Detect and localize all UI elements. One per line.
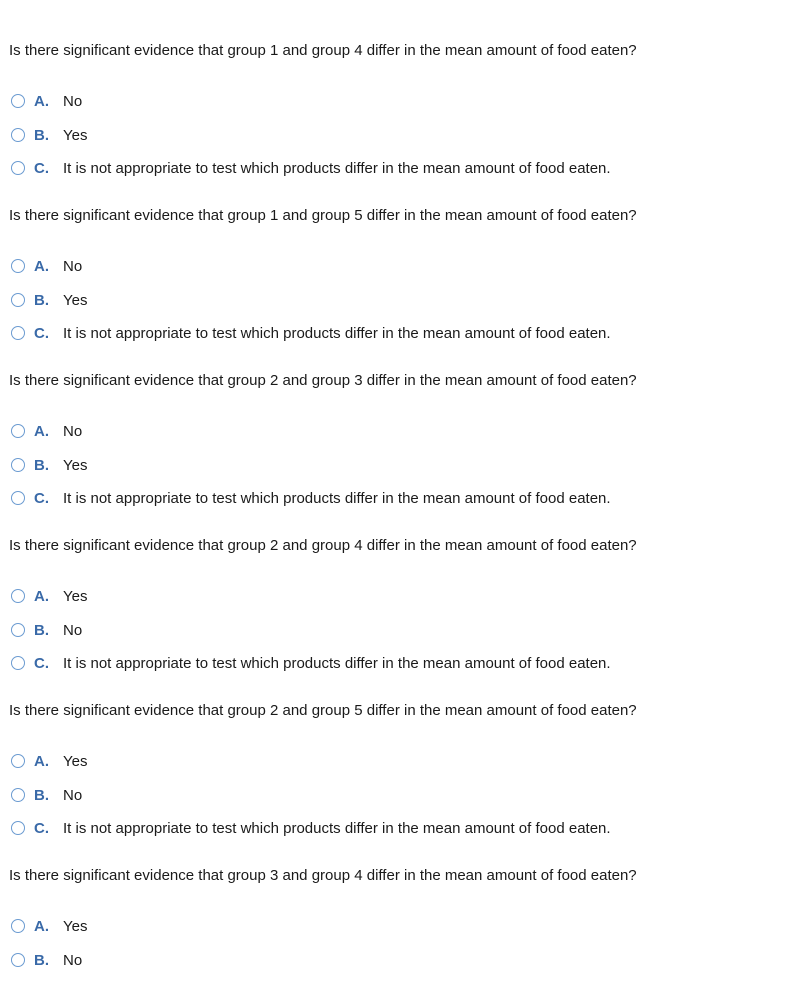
option-text: No [63,786,83,804]
option-text: No [63,92,83,110]
option-letter: A. [34,92,49,110]
option-text: No [63,951,83,969]
radio-unselected-icon[interactable] [11,458,25,472]
question-6 [0,825,788,990]
question-3 [0,330,788,507]
question-text: Is there significant evidence that group 2 and group 3 differ in the mean amount of food eaten? [9,372,637,389]
option-letter: A. [34,422,49,440]
option-text: Yes [63,587,88,605]
radio-unselected-icon[interactable] [11,589,25,603]
radio-unselected-icon[interactable] [11,424,25,438]
question-text: Is there significant evidence that group 2 and group 4 differ in the mean amount of food eaten? [9,537,637,554]
radio-unselected-icon[interactable] [11,754,25,768]
option-text: It is not appropriate to test which products differ in the mean amount of food eaten. [63,489,611,507]
option-text: Yes [63,917,88,935]
option-b[interactable] [11,290,87,310]
question-4 [0,495,788,672]
option-text: No [63,257,83,275]
radio-unselected-icon[interactable] [11,623,25,637]
option-letter: B. [34,291,49,309]
option-text: No [63,422,83,440]
question-text: Is there significant evidence that group 2 and group 5 differ in the mean amount of food eaten? [9,702,637,719]
option-text: Yes [63,456,88,474]
option-letter: B. [34,456,49,474]
question-text: Is there significant evidence that group 1 and group 4 differ in the mean amount of food eaten? [9,42,637,59]
option-text: It is not appropriate to test which products differ in the mean amount of food eaten. [63,324,611,342]
option-a[interactable] [11,751,87,771]
option-letter: C. [34,654,49,672]
option-text: It is not appropriate to test which products differ in the mean amount of food eaten. [63,654,611,672]
radio-unselected-icon[interactable] [11,953,25,967]
option-a[interactable] [11,421,82,441]
radio-unselected-icon[interactable] [11,919,25,933]
option-letter: B. [34,621,49,639]
option-a[interactable] [11,256,82,276]
option-text: Yes [63,291,88,309]
question-1 [0,0,788,177]
option-text: No [63,621,83,639]
radio-unselected-icon[interactable] [11,128,25,142]
option-letter: C. [34,489,49,507]
option-letter: B. [34,126,49,144]
radio-unselected-icon[interactable] [11,788,25,802]
option-text: It is not appropriate to test which products differ in the mean amount of food eaten. [63,819,611,837]
option-text: Yes [63,126,88,144]
option-a[interactable] [11,916,87,936]
radio-unselected-icon[interactable] [11,293,25,307]
option-letter: A. [34,917,49,935]
option-letter: C. [34,819,49,837]
option-letter: B. [34,951,49,969]
option-letter: C. [34,324,49,342]
option-letter: A. [34,752,49,770]
option-b[interactable] [11,455,87,475]
option-b[interactable] [11,785,82,805]
option-letter: B. [34,786,49,804]
option-letter: A. [34,587,49,605]
option-letter: A. [34,257,49,275]
option-b[interactable] [11,620,82,640]
radio-unselected-icon[interactable] [11,94,25,108]
option-a[interactable] [11,91,82,111]
option-text: Yes [63,752,88,770]
option-b[interactable] [11,950,82,970]
question-text: Is there significant evidence that group 1 and group 5 differ in the mean amount of food eaten? [9,207,637,224]
question-5 [0,660,788,837]
question-text: Is there significant evidence that group 3 and group 4 differ in the mean amount of food eaten? [9,867,637,884]
option-letter: C. [34,159,49,177]
option-text: It is not appropriate to test which products differ in the mean amount of food eaten. [63,159,611,177]
question-2 [0,165,788,342]
option-a[interactable] [11,586,87,606]
option-b[interactable] [11,125,87,145]
radio-unselected-icon[interactable] [11,259,25,273]
